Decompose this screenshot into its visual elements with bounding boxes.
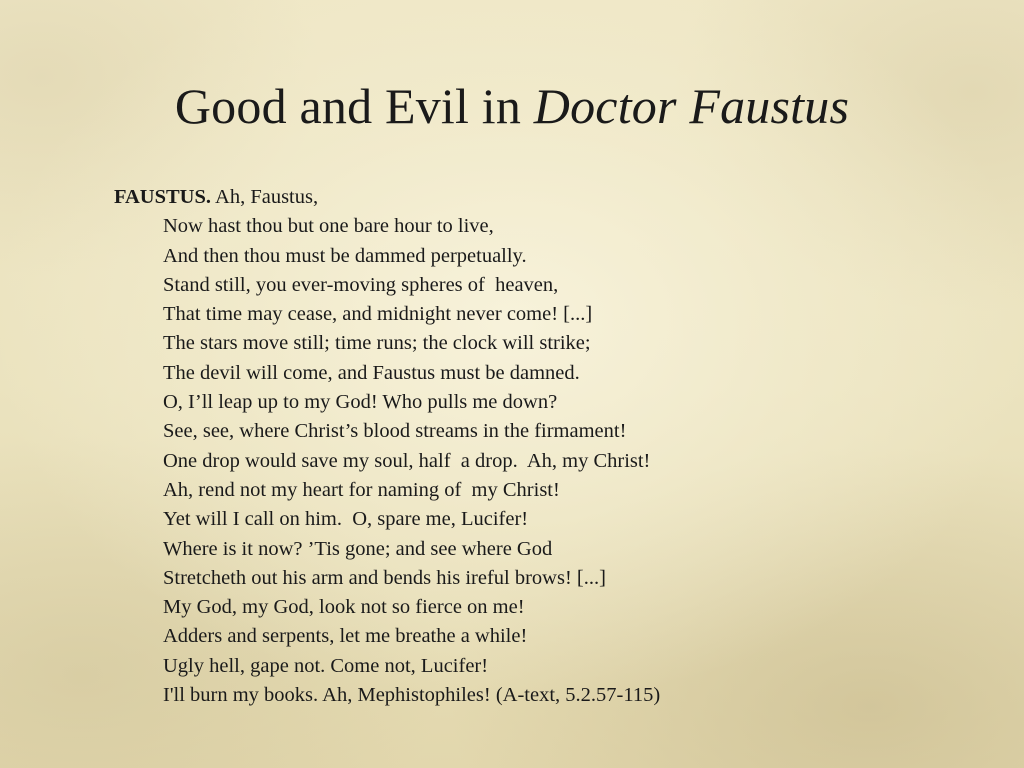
verse-line: The devil will come, and Faustus must be damned. bbox=[163, 361, 580, 384]
verse-line: The stars move still; time runs; the clock will strike; bbox=[163, 332, 591, 355]
verse-line: Now hast thou but one bare hour to live, bbox=[163, 215, 494, 238]
verse-line: Ugly hell, gape not. Come not, Lucifer! bbox=[163, 654, 489, 677]
verse-line: Adders and serpents, let me breathe a while! bbox=[163, 625, 528, 648]
verse-line: Where is it now? ’Tis gone; and see where God bbox=[163, 537, 553, 560]
verse-line: One drop would save my soul, half a drop. Ah, my Christ! bbox=[163, 449, 651, 472]
verse-line: My God, my God, look not so fierce on me! bbox=[163, 596, 525, 619]
title-plain: Good and Evil in bbox=[174, 78, 534, 134]
verse-line: I'll burn my books. Ah, Mephistophiles! (A-text, 5.2.57-115) bbox=[163, 684, 661, 707]
verse-line: That time may cease, and midnight never come! [...] bbox=[163, 303, 593, 326]
verse-line: See, see, where Christ’s blood streams in the firmament! bbox=[163, 420, 627, 443]
slide-title bbox=[0, 76, 1024, 136]
verse-line: Stretcheth out his arm and bends his ireful brows! [...] bbox=[163, 566, 606, 589]
quoted-passage bbox=[114, 183, 934, 710]
title-italic: Doctor Faustus bbox=[533, 78, 850, 134]
verse-line: Stand still, you ever-moving spheres of heaven, bbox=[163, 273, 559, 296]
verse-line: O, I’ll leap up to my God! Who pulls me down? bbox=[163, 391, 558, 414]
first-line: Ah, Faustus, bbox=[215, 186, 319, 208]
speaker-line bbox=[114, 183, 934, 212]
verse-line: Ah, rend not my heart for naming of my Christ! bbox=[163, 478, 560, 501]
speaker-name: FAUSTUS. bbox=[114, 186, 212, 208]
verse-line: And then thou must be dammed perpetually. bbox=[163, 244, 527, 267]
verse-line: Yet will I call on him. O, spare me, Lucifer! bbox=[163, 508, 529, 531]
